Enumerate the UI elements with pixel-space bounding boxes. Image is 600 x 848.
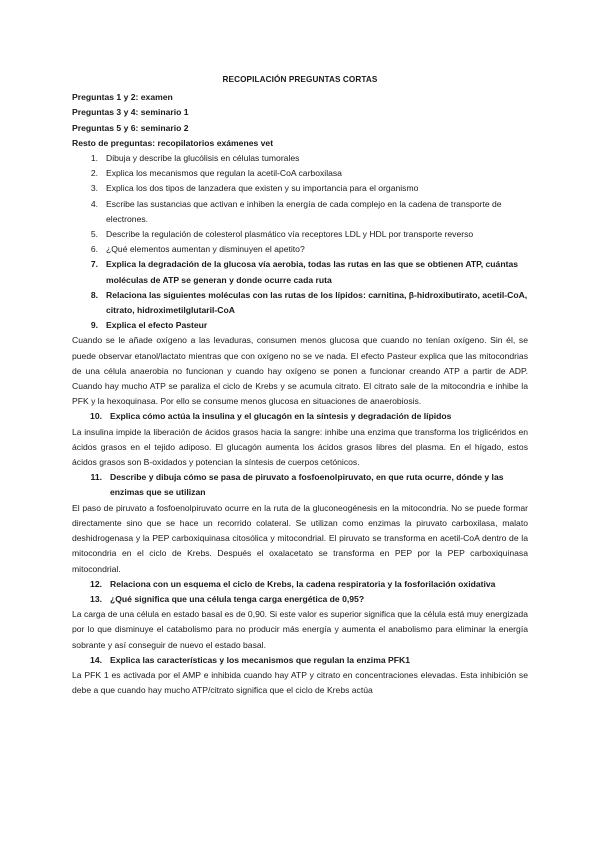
- question-text: Explica los dos tipos de lanzadera que existen y su importancia para el organismo: [106, 183, 419, 194]
- question-text: Explica los mecanismos que regulan la acetil-CoA carboxilasa: [106, 168, 342, 179]
- question-number: 4.: [90, 198, 98, 209]
- document-page: [72, 72, 528, 698]
- question-number: 10.: [90, 411, 102, 422]
- question-number: 5.: [90, 229, 98, 240]
- question-number: 2.: [90, 168, 98, 179]
- question-14: [72, 653, 528, 668]
- answer-10: La insulina impide la liberación de ácidos grasos hacia la sangre: inhibe una enzima que transforma los triglicéridos en ácidos grasos en el tejido adiposo. El glucagón aumenta los ácidos grasos libres del plasma. En el hígado, estos ácidos grasos son B-oxidados y potencian la síntesis de cuerpos cetónicos.: [72, 426, 528, 468]
- question-number: 1.: [90, 153, 98, 164]
- question-11: [72, 470, 528, 500]
- meta-line: Preguntas 3 y 4: seminario 1: [72, 107, 189, 118]
- answer-9: Cuando se le añade oxígeno a las levaduras, consumen menos glucosa que cuando no tenían oxígeno. Sin él, se puede observar etanol/lactato mientras que con oxígeno no se ve nada. El efecto Pasteur explica que las mitocondrias de una célula anaerobia no funcionan y cuando hay oxígeno se ponen a funcionar creando ATP a partir de ADP. Cuando hay mucho ATP se paraliza el ciclo de Krebs y se acumula citrato. El citrato sale de la mitocondria e inhibe la PFK y la hexoquinasa. Por ello se consume menos glucosa en situaciones de anaerobiosis.: [72, 335, 528, 407]
- question-text: Relaciona las siguientes moléculas con las rutas de los lípidos: carnitina, β-hidroxibutirato, acetil-CoA, citrato, hidroximetilglutaril-CoA: [106, 289, 528, 316]
- question-number: 9.: [90, 320, 98, 331]
- question-number: 7.: [90, 259, 98, 270]
- question-3: [72, 181, 528, 196]
- question-8: [72, 288, 528, 318]
- question-text: Describe la regulación de colesterol plasmático vía receptores LDL y HDL por transporte reverso: [106, 229, 474, 240]
- question-13: [72, 592, 528, 607]
- question-4: [72, 197, 528, 227]
- meta-line: Resto de preguntas: recopilatorios exámenes vet: [72, 137, 274, 148]
- question-text: ¿Qué significa que una célula tenga carga energética de 0,95?: [110, 593, 365, 604]
- question-5: [72, 227, 528, 242]
- question-text: Explica la degradación de la glucosa vía aerobia, todas las rutas en las que se obtienen ATP, cuántas moléculas de ATP se generan y donde ocurre cada ruta: [106, 259, 519, 285]
- meta-line: Preguntas 5 y 6: seminario 2: [72, 122, 189, 133]
- answer-13: La carga de una célula en estado basal es de 0,90. Si este valor es superior significa que la célula está muy energizada por lo que disminuye el catabolismo para no producir más energía y aumenta el anabolismo para eliminar la energía sobrante y así conseguir de nuevo el estado basal.: [72, 609, 528, 650]
- question-number: 8.: [90, 289, 98, 300]
- answer-11: El paso de piruvato a fosfoenolpiruvato ocurre en la ruta de la gluconeogénesis en la mitocondria. No se puede formar directamente sino que se hace un recorrido colateral. Se utilizan como enzimas la piruvato carboxilasa, malato deshidrogenasa y la PEP carboxiquinasa citosólica y mitocondrial. El piruvato se transforma en acetil-CoA dentro de la mitocondria en el ciclo de Krebs. Después el oxalacetato se transforma en PEP por la PEP carboxiquinasa mitocondrial.: [72, 502, 528, 574]
- question-number: 6.: [90, 244, 98, 255]
- question-number: 13.: [90, 593, 102, 604]
- question-number: 11.: [90, 472, 102, 483]
- document-title: RECOPILACIÓN PREGUNTAS CORTAS: [222, 75, 378, 84]
- question-text: Escribe las sustancias que activan e inhiben la energía de cada complejo en la cadena de transporte de electrones.: [106, 198, 502, 224]
- question-text: Explica cómo actúa la insulina y el glucagón en la síntesis y degradación de lípidos: [110, 411, 452, 422]
- question-6: [72, 242, 528, 257]
- question-text: Relaciona con un esquema el ciclo de Krebs, la cadena respiratoria y la fosforilación oxidativa: [110, 578, 496, 589]
- question-number: 3.: [90, 183, 98, 194]
- question-text: Explica el efecto Pasteur: [106, 320, 208, 331]
- question-7: [72, 257, 528, 287]
- question-2: [72, 166, 528, 181]
- meta-line: Preguntas 1 y 2: examen: [72, 92, 173, 103]
- question-text: Explica las características y los mecanismos que regulan la enzima PFK1: [110, 654, 410, 665]
- question-text: Describe y dibuja cómo se pasa de piruvato a fosfoenolpiruvato, en que ruta ocurre, dónde y las enzimas que se utilizan: [110, 472, 504, 498]
- question-number: 12.: [90, 578, 102, 589]
- answer-14: La PFK 1 es activada por el AMP e inhibida cuando hay ATP y citrato en concentraciones elevadas. Esta inhibición se debe a que cuando hay mucho ATP/citrato significa que el ciclo de Krebs actúa: [72, 669, 528, 696]
- question-text: ¿Qué elementos aumentan y disminuyen el apetito?: [106, 244, 305, 255]
- question-12: [72, 577, 528, 592]
- question-number: 14.: [90, 654, 102, 665]
- question-9: [72, 318, 528, 333]
- question-text: Dibuja y describe la glucólisis en células tumorales: [106, 153, 300, 164]
- question-10: [72, 409, 528, 424]
- question-1: [72, 151, 528, 166]
